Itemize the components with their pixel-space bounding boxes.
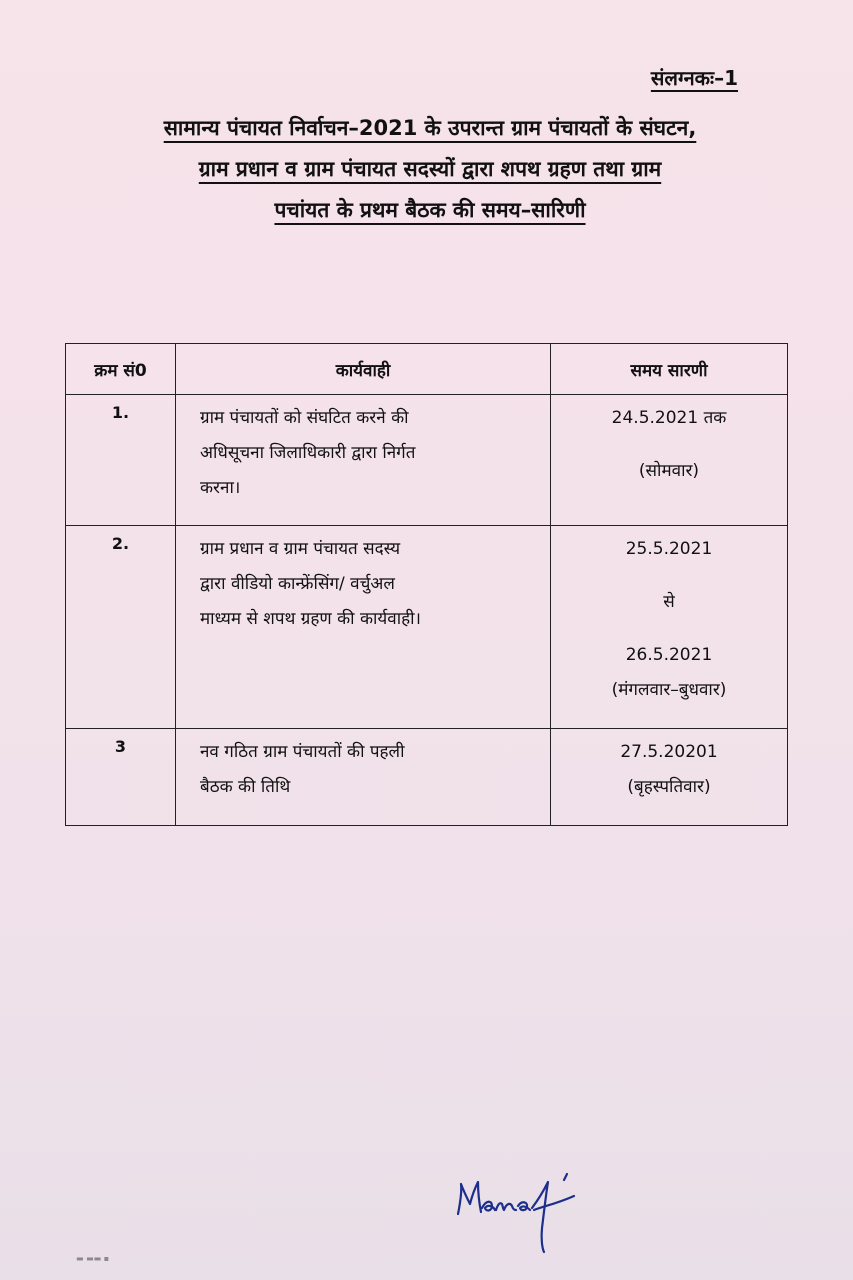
signature-ink bbox=[458, 1174, 574, 1252]
schedule-day: (बृहस्पतिवार) bbox=[627, 777, 711, 797]
row-action bbox=[176, 526, 551, 729]
action-line: अधिसूचना जिलाधिकारी द्वारा निर्गत bbox=[200, 443, 416, 463]
table-row bbox=[66, 729, 788, 826]
title-line-1: सामान्य पंचायत निर्वाचन–2021 के उपरान्त ग्राम पंचायतों के संघटन, bbox=[163, 116, 697, 140]
header-schedule: समय सारणी bbox=[551, 344, 788, 395]
action-line: माध्यम से शपथ ग्रहण की कार्यवाही। bbox=[200, 609, 421, 629]
action-line: ग्राम पंचायतों को संघटित करने की bbox=[200, 408, 409, 428]
annex-label: संलग्नकः–1 bbox=[650, 66, 738, 90]
schedule-connector: से bbox=[663, 592, 675, 612]
schedule-table bbox=[65, 343, 788, 826]
row-action bbox=[176, 395, 551, 526]
action-line: द्वारा वीडियो कान्फ्रेंसिंग/ वर्चुअल bbox=[200, 574, 395, 594]
action-line: बैठक की तिथि bbox=[200, 777, 291, 797]
footer-scan-mark: ▬ ▬▬ ▪ bbox=[76, 1254, 110, 1263]
row-schedule bbox=[551, 395, 788, 526]
row-serial-no: 2. bbox=[66, 526, 176, 729]
schedule-day: (सोमवार) bbox=[638, 461, 700, 481]
row-serial-no: 3 bbox=[66, 729, 176, 826]
action-line: करना। bbox=[200, 478, 241, 498]
table-row bbox=[66, 395, 788, 526]
header-action: कार्यवाही bbox=[176, 344, 551, 395]
signature bbox=[452, 1170, 587, 1260]
action-line: ग्राम प्रधान व ग्राम पंचायत सदस्य bbox=[200, 539, 401, 559]
schedule-end-date: 26.5.2021 bbox=[625, 645, 713, 665]
row-serial-no: 1. bbox=[66, 395, 176, 526]
action-line: नव गठित ग्राम पंचायतों की पहली bbox=[200, 742, 405, 762]
row-action bbox=[176, 729, 551, 826]
schedule-date: 24.5.2021 तक bbox=[611, 408, 727, 428]
row-schedule bbox=[551, 729, 788, 826]
table-header-row bbox=[66, 344, 788, 395]
schedule-day: (मंगलवार–बुधवार) bbox=[611, 680, 727, 700]
header-serial-no: क्रम सं0 bbox=[66, 344, 176, 395]
title-line-3: पचांयत के प्रथम बैठक की समय–सारिणी bbox=[274, 198, 586, 222]
document-title bbox=[50, 108, 810, 231]
schedule-date: 27.5.20201 bbox=[620, 742, 718, 762]
title-line-2: ग्राम प्रधान व ग्राम पंचायत सदस्यों द्वारा शपथ ग्रहण तथा ग्राम bbox=[198, 157, 662, 181]
table-row bbox=[66, 526, 788, 729]
schedule-start-date: 25.5.2021 bbox=[625, 539, 713, 559]
row-schedule bbox=[551, 526, 788, 729]
